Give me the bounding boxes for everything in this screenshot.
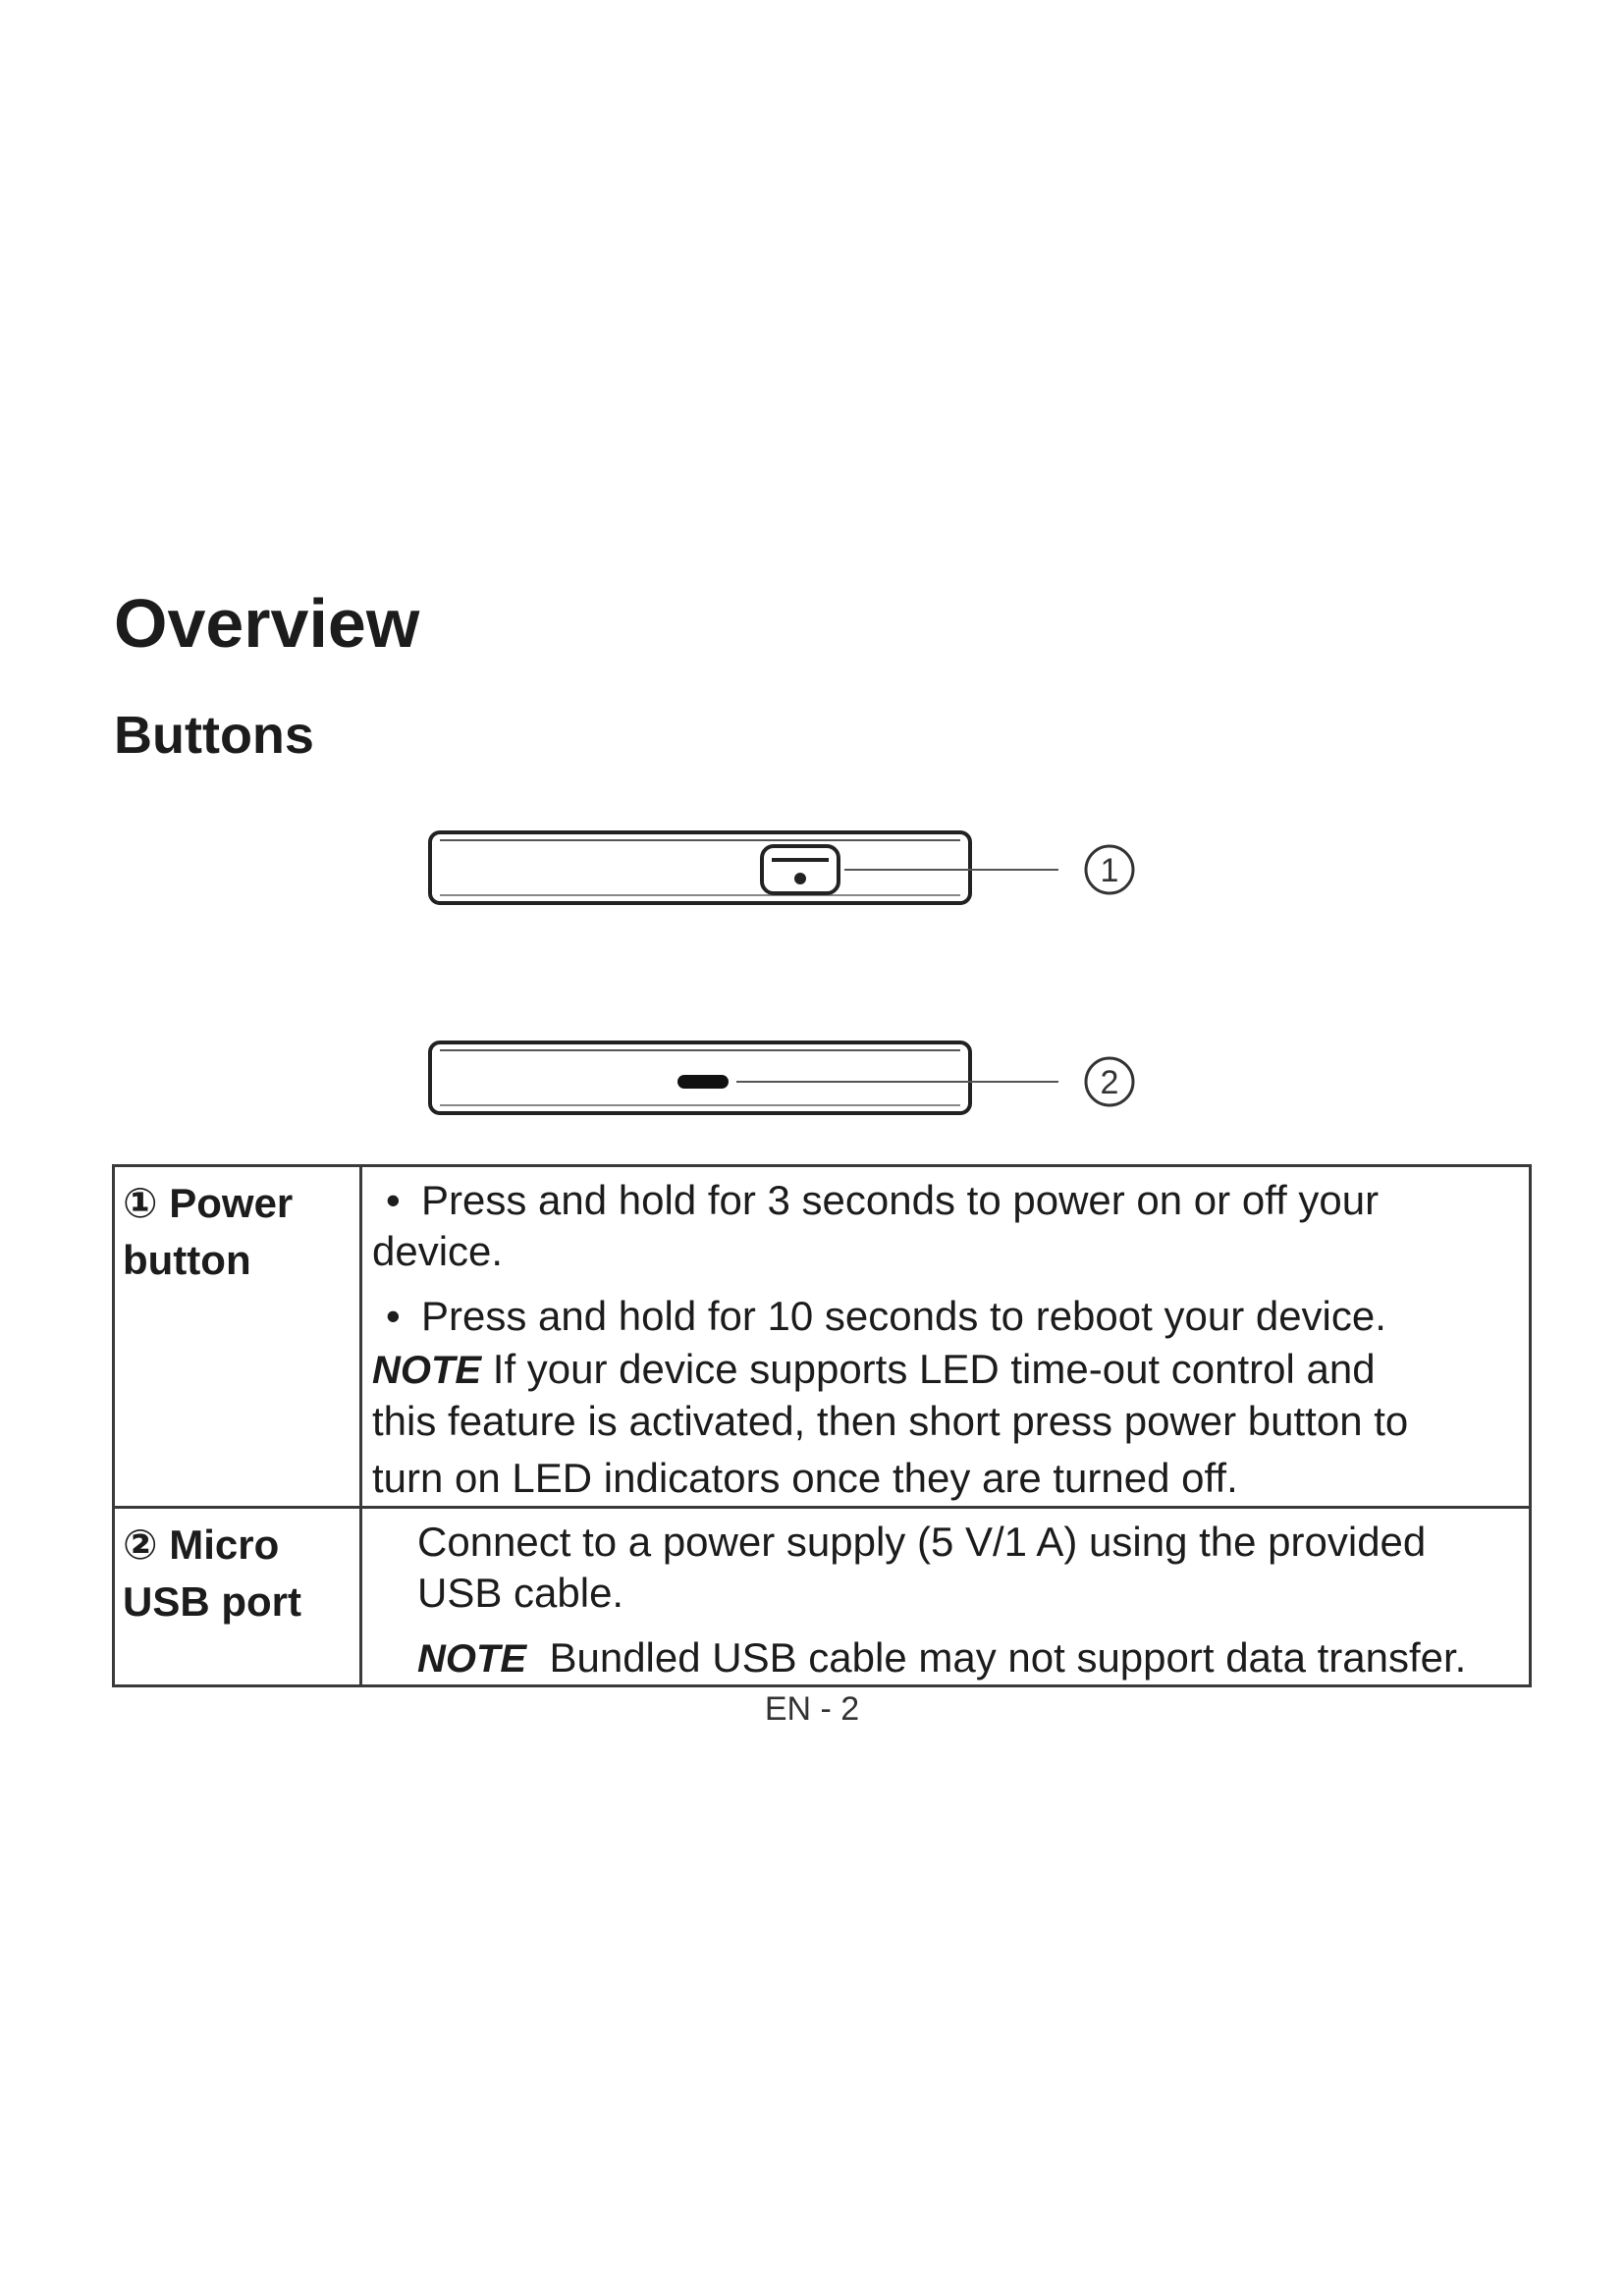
note-label: NOTE: [417, 1637, 527, 1681]
micro-usb-port-icon: [677, 1075, 729, 1089]
note-power: [372, 1344, 1519, 1504]
bullet-dot-icon: •: [386, 1293, 401, 1339]
buttons-table: [112, 1164, 1532, 1687]
table-row-micro-usb: [114, 1508, 1531, 1686]
note-text-line-1: If your device supports LED time-out control and: [481, 1346, 1376, 1392]
label-line-1: Micro: [169, 1522, 280, 1568]
page-title: Overview: [114, 585, 420, 662]
label-line-1: Power: [169, 1180, 294, 1226]
device-side-views-illustration: [393, 805, 1178, 1119]
section-title: Buttons: [114, 706, 314, 765]
power-button-icon: [762, 846, 839, 893]
row-content-power-button: [361, 1166, 1531, 1508]
device-top-side-view: [430, 832, 1133, 903]
note-text: Bundled USB cable may not support data transfer.: [549, 1634, 1467, 1681]
label-line-2: button: [123, 1237, 251, 1283]
circled-number-2-icon: ②: [123, 1522, 158, 1568]
callout-1-label: 1: [1100, 852, 1119, 889]
label-line-2: USB port: [123, 1578, 301, 1625]
note-text-line-3: turn on LED indicators once they are turned off.: [372, 1455, 1238, 1501]
note-label: NOTE: [372, 1349, 482, 1392]
bullet-text-cont: device.: [372, 1228, 504, 1274]
row-label-power-button: [114, 1166, 361, 1508]
table-row-power-button: [114, 1166, 1531, 1508]
bullet-item-power: [372, 1175, 1519, 1277]
page-number: EN - 2: [764, 1690, 860, 1728]
usb-text-line-1: Connect to a power supply (5 V/1 A) using the provided: [417, 1519, 1427, 1565]
usb-text-line-2: USB cable.: [417, 1570, 624, 1616]
note-text-line-2: this feature is activated, then short press power button to: [372, 1398, 1409, 1444]
bullet-item-reboot: [372, 1291, 1519, 1342]
row-label-micro-usb: [114, 1508, 361, 1686]
bullet-text: Press and hold for 3 seconds to power on or off your: [421, 1177, 1380, 1223]
bullet-text: Press and hold for 10 seconds to reboot your device.: [421, 1293, 1386, 1339]
circled-number-1-icon: ①: [123, 1180, 158, 1226]
callout-2-label: 2: [1100, 1064, 1119, 1101]
row-content-micro-usb: [361, 1508, 1531, 1686]
note-usb: [417, 1632, 1519, 1684]
bullet-dot-icon: •: [386, 1177, 401, 1223]
device-bottom-side-view: [430, 1042, 1133, 1113]
